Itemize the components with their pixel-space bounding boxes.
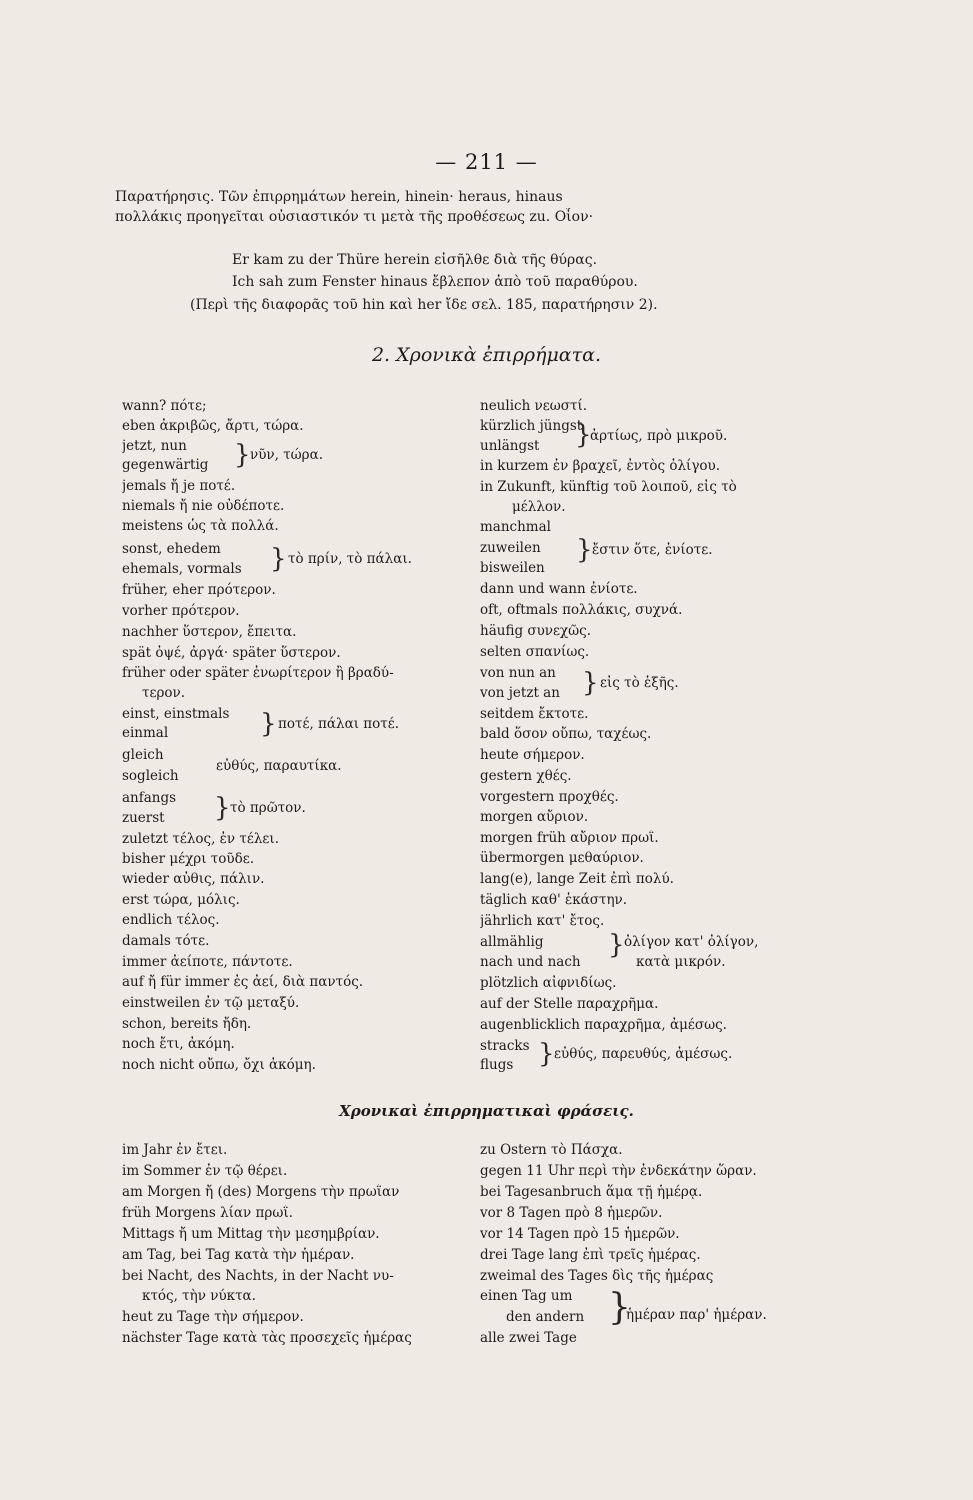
note-line-1: Παρατήρησις. Τῶν ἐπιρρημάτων herein, hinein· heraus, hinaus — [115, 189, 563, 205]
brace-symbol: } — [608, 1287, 631, 1328]
list-item: zuletzt τέλος, ἐν τέλει. — [122, 831, 279, 847]
brace-symbol: } — [538, 1039, 555, 1069]
list-item: gegen 11 Uhr περὶ τὴν ἑνδεκάτην ὥραν. — [480, 1163, 757, 1179]
list-item: erst τώρα, μόλις. — [122, 892, 240, 908]
list-item: schon, bereits ἤδη. — [122, 1016, 252, 1032]
list-item: plötzlich αἰφνιδίως. — [480, 975, 617, 991]
list-item: neulich νεωστί. — [480, 398, 588, 414]
list-item-continuation: μέλλον. — [512, 499, 566, 515]
list-item: früher, eher πρότερον. — [122, 582, 276, 598]
list-item: einen Tag um — [480, 1288, 573, 1304]
list-item: endlich τέλος. — [122, 912, 220, 928]
bracket-gloss: ὀλίγον κατ' ὀλίγον, — [624, 934, 759, 950]
brace-symbol: } — [582, 668, 599, 698]
list-item: unlängst — [480, 438, 540, 454]
list-item: eben ἀκριβῶς, ἄρτι, τώρα. — [122, 418, 304, 434]
list-item: einst, einstmals — [122, 706, 230, 722]
list-item: augenblicklich παραχρῆμα, ἀμέσως. — [480, 1017, 727, 1033]
list-item: übermorgen μεθαύριον. — [480, 850, 644, 866]
list-item: einstweilen ἐν τῷ μεταξύ. — [122, 995, 300, 1011]
list-item: kürzlich jüngst — [480, 418, 583, 434]
bracket-gloss: εἰς τὸ ἑξῆς. — [600, 675, 679, 691]
list-item: lang(e), lange Zeit ἐπὶ πολύ. — [480, 871, 674, 887]
list-item: nach und nach — [480, 954, 581, 970]
list-item: jetzt, nun — [122, 438, 187, 454]
bracket-gloss: ἀρτίως, πρὸ μικροῦ. — [590, 428, 728, 444]
list-item: vorgestern προχθές. — [480, 789, 619, 805]
list-item: noch nicht οὔπω, ὄχι ἀκόμη. — [122, 1057, 316, 1073]
brace-symbol: } — [260, 709, 277, 739]
list-item: bei Nacht, des Nachts, in der Nacht νυ- — [122, 1268, 394, 1284]
list-item: allmählig — [480, 934, 544, 950]
brace-symbol: } — [575, 420, 592, 450]
bracket-gloss: νῦν, τώρα. — [250, 447, 324, 463]
brace-symbol: } — [234, 440, 251, 470]
list-item: wieder αὖθις, πάλιν. — [122, 871, 265, 887]
list-item: Mittags ἤ um Mittag τὴν μεσημβρίαν. — [122, 1226, 380, 1242]
list-item: früh Morgens λίαν πρωΐ. — [122, 1205, 293, 1221]
list-item: am Tag, bei Tag κατὰ τὴν ἡμέραν. — [122, 1247, 355, 1263]
bracket-gloss: τὸ πρῶτον. — [230, 800, 306, 816]
list-item: selten σπανίως. — [480, 644, 590, 660]
list-item: auf ἤ für immer ἐς ἀεί, διὰ παντός. — [122, 974, 364, 990]
list-item: seitdem ἔκτοτε. — [480, 706, 589, 722]
list-item: vorher πρότερον. — [122, 603, 240, 619]
list-item: bei Tagesanbruch ἅμα τῇ ἡμέρᾳ. — [480, 1184, 703, 1200]
list-item: zweimal des Tages δὶς τῆς ἡμέρας — [480, 1268, 714, 1284]
list-item: zuerst — [122, 810, 165, 826]
list-item: von nun an — [480, 665, 556, 681]
list-item: anfangs — [122, 790, 177, 806]
list-item: auf der Stelle παραχρῆμα. — [480, 996, 659, 1012]
list-item: meistens ὡς τὰ πολλά. — [122, 518, 279, 534]
list-item: in kurzem ἐν βραχεῖ, ἐντὸς ὀλίγου. — [480, 458, 721, 474]
list-item: sogleich — [122, 768, 179, 784]
list-item: häufig συνεχῶς. — [480, 623, 592, 639]
list-item: immer ἀείποτε, πάντοτε. — [122, 954, 293, 970]
list-item: nächster Tage κατὰ τὰς προσεχεῖς ἡμέρας — [122, 1330, 412, 1346]
list-item: täglich καθ' ἑκάστην. — [480, 892, 628, 908]
list-item: heute σήμερον. — [480, 747, 585, 763]
list-item: morgen früh αὔριον πρωΐ. — [480, 830, 659, 846]
list-item: vor 14 Tagen πρὸ 15 ἡμερῶν. — [480, 1226, 680, 1242]
list-item: von jetzt an — [480, 685, 560, 701]
note-reference: (Περὶ τῆς διαφορᾶς τοῦ hin καὶ her ἴδε σελ. 185, παρατήρησιν 2). — [190, 297, 658, 313]
brace-symbol: } — [270, 544, 287, 574]
page-number: — 211 — — [435, 150, 538, 174]
list-item: flugs — [480, 1057, 514, 1073]
brace-symbol: } — [608, 930, 625, 960]
list-item: zuweilen — [480, 540, 541, 556]
list-item: morgen αὔριον. — [480, 809, 589, 825]
list-item: gleich — [122, 747, 164, 763]
list-item: jährlich κατ' ἔτος. — [480, 913, 605, 929]
list-item: wann? πότε; — [122, 398, 207, 414]
bracket-gloss: κατὰ μικρόν. — [636, 954, 726, 970]
list-item: manchmal — [480, 519, 551, 535]
list-item: alle zwei Tage — [480, 1330, 577, 1346]
list-item: gestern χθές. — [480, 768, 572, 784]
list-item: gegenwärtig — [122, 457, 209, 473]
list-item: vor 8 Tagen πρὸ 8 ἡμερῶν. — [480, 1205, 663, 1221]
list-item: bald ὅσον οὔπω, ταχέως. — [480, 726, 652, 742]
list-item-continuation: κτός, τὴν νύκτα. — [142, 1288, 256, 1304]
bracket-gloss: ἡμέραν παρ' ἡμέραν. — [626, 1307, 767, 1323]
list-item: stracks — [480, 1038, 530, 1054]
list-item: den andern — [506, 1309, 585, 1325]
list-item: bisweilen — [480, 560, 545, 576]
list-item: niemals ἤ nie οὐδέποτε. — [122, 498, 285, 514]
list-item: heut zu Tage τὴν σήμερον. — [122, 1309, 304, 1325]
list-item: früher oder später ἐνωρίτερον ἢ βραδύ- — [122, 665, 394, 681]
list-item: am Morgen ἤ (des) Morgens τὴν πρωΐαν — [122, 1184, 400, 1200]
subheading: Χρονικαὶ ἐπιρρηματικαὶ φράσεις. — [339, 1102, 634, 1120]
list-item: noch ἔτι, ἀκόμη. — [122, 1036, 235, 1052]
list-item: oft, oftmals πολλάκις, συχνά. — [480, 602, 683, 618]
bracket-gloss: τὸ πρίν, τὸ πάλαι. — [288, 551, 412, 567]
list-item: zu Ostern τὸ Πάσχα. — [480, 1142, 623, 1158]
brace-symbol: } — [214, 793, 231, 823]
list-item: im Sommer ἐν τῷ θέρει. — [122, 1163, 288, 1179]
note-example-2: Ich sah zum Fenster hinaus ἔβλεπον ἀπὸ τοῦ παραθύρου. — [232, 274, 638, 290]
note-example-1: Er kam zu der Thüre herein εἰσῆλθε διὰ τῆς θύρας. — [232, 252, 598, 268]
list-item: ehemals, vormals — [122, 561, 242, 577]
list-item: im Jahr ἐν ἔτει. — [122, 1142, 228, 1158]
list-item: sonst, ehedem — [122, 541, 221, 557]
bracket-gloss: εὐθύς, παρευθύς, ἀμέσως. — [554, 1046, 733, 1062]
list-item: nachher ὕστερον, ἔπειτα. — [122, 624, 297, 640]
note-line-2: πολλάκις προηγεῖται οὐσιαστικόν τι μετὰ τῆς προθέσεως zu. Οἷον· — [115, 209, 594, 225]
section-title: 2. Χρονικὰ ἐπιρρήματα. — [371, 344, 602, 366]
list-item: spät ὀψέ, ἀργά· später ὕστερον. — [122, 645, 341, 661]
bracket-gloss: εὐθύς, παραυτίκα. — [216, 758, 342, 774]
list-item: drei Tage lang ἐπὶ τρεῖς ἡμέρας. — [480, 1247, 701, 1263]
bracket-gloss: ποτέ, πάλαι ποτέ. — [278, 716, 400, 732]
list-item: bisher μέχρι τοῦδε. — [122, 851, 255, 867]
list-item: jemals ἤ je ποτέ. — [122, 478, 236, 494]
list-item: einmal — [122, 725, 169, 741]
list-item: dann und wann ἐνίοτε. — [480, 581, 638, 597]
brace-symbol: } — [576, 535, 593, 565]
list-item: damals τότε. — [122, 933, 210, 949]
list-item: in Zukunft, künftig τοῦ λοιποῦ, εἰς τὸ — [480, 479, 737, 495]
list-item-continuation: τερον. — [142, 685, 186, 701]
bracket-gloss: ἔστιν ὅτε, ἐνίοτε. — [592, 542, 713, 558]
